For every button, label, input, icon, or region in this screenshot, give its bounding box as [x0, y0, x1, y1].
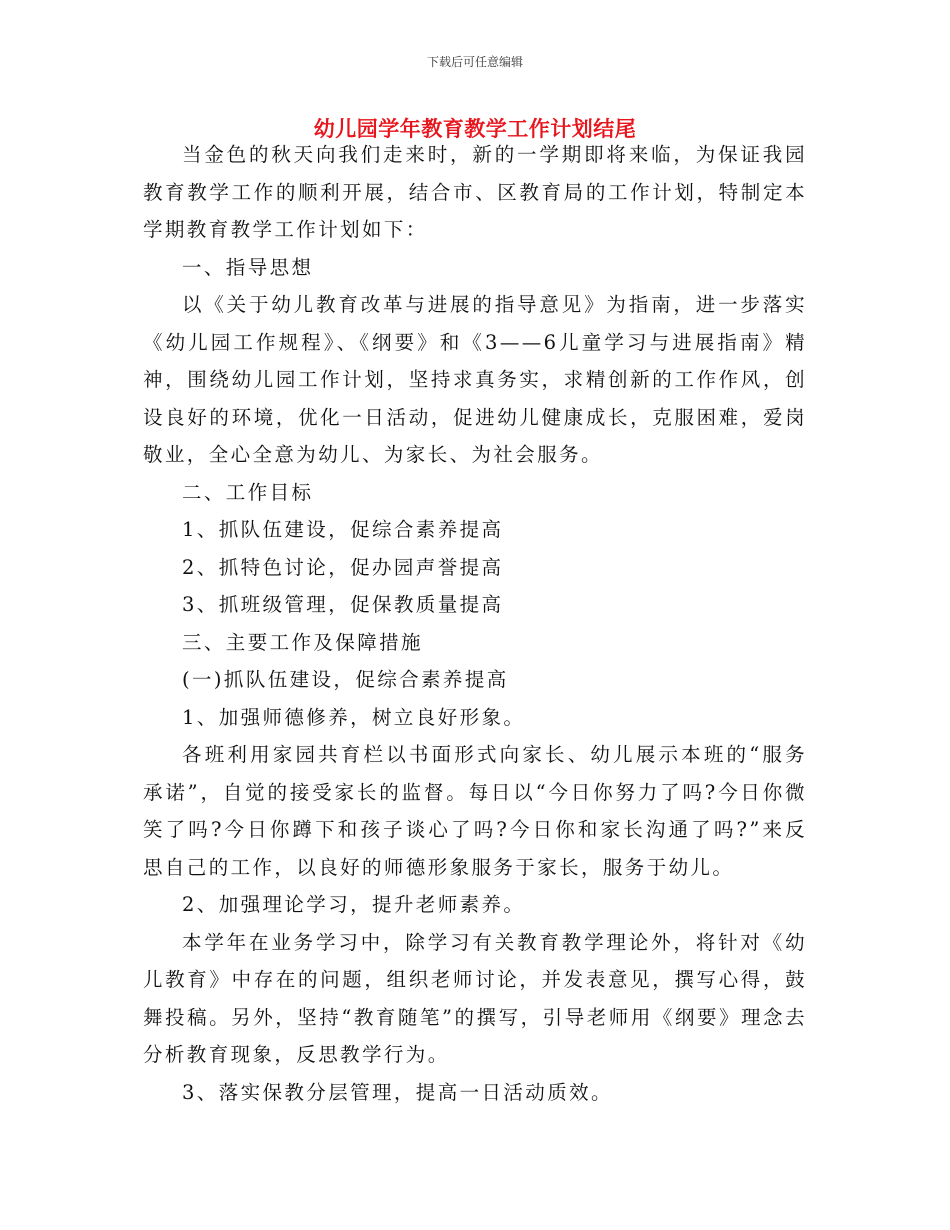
intro-paragraph: 当金色的秋天向我们走来时，新的一学期即将来临，为保证我园教育教学工作的顺利开展，结合市、区教育局的工作计划，特制定本学期教育教学工作计划如下： [143, 143, 807, 241]
goal-item-3: 3、抓班级管理，促保教质量提高 [182, 593, 504, 616]
measure-heading-2: 2、加强理论学习，提升老师素养。 [182, 893, 526, 916]
goal-item-1: 1、抓队伍建设，促综合素养提高 [182, 518, 504, 541]
measure-heading-3: 3、落实保教分层管理，提高一日活动质效。 [182, 1080, 613, 1104]
subsection-heading-team-building: (一)抓队伍建设，促综合素养提高 [182, 668, 509, 691]
measure-paragraph-2: 本学年在业务学习中，除学习有关教育教学理论外，将针对《幼儿教育》中存在的问题，组织老师讨论，并发表意见，撰写心得，鼓舞投稿。另外，坚持“教育随笔”的撰写，引导老师用《纲要》理念去分析教育现象，反思教学行为。 [143, 930, 807, 1066]
goal-item-2: 2、抓特色讨论，促办园声誉提高 [182, 555, 504, 579]
guiding-thought-paragraph: 以《关于幼儿教育改革与进展的指导意见》为指南，进一步落实《幼儿园工作规程》、《纲要》和《3——6儿童学习与进展指南》精神，围绕幼儿园工作计划，坚持求真务实，求精创新的工作作风，创设良好的环境，优化一日活动，促进幼儿健康成长，克服困难，爱岗敬业，全心全意为幼儿、为家长、为社会服务。 [143, 293, 807, 466]
document-title: 幼儿园学年教育教学工作计划结尾 [313, 117, 637, 141]
document-body [143, 136, 807, 1111]
section-heading-guiding-thought: 一、指导思想 [182, 255, 314, 279]
page-header-note: 下载后可任意编辑 [426, 55, 523, 69]
section-heading-main-work: 三、主要工作及保障措施 [182, 630, 423, 654]
measure-paragraph-1: 各班利用家园共育栏以书面形式向家长、幼儿展示本班的“服务承诺”，自觉的接受家长的监督。每日以“今日你努力了吗?今日你微笑了吗?今日你蹲下和孩子谈心了吗?今日你和家长沟通了吗?”来反思自己的工作，以良好的师德形象服务于家长，服务于幼儿。 [143, 743, 807, 879]
section-heading-work-goals: 二、工作目标 [182, 480, 314, 504]
measure-heading-1: 1、加强师德修养，树立良好形象。 [182, 705, 526, 729]
